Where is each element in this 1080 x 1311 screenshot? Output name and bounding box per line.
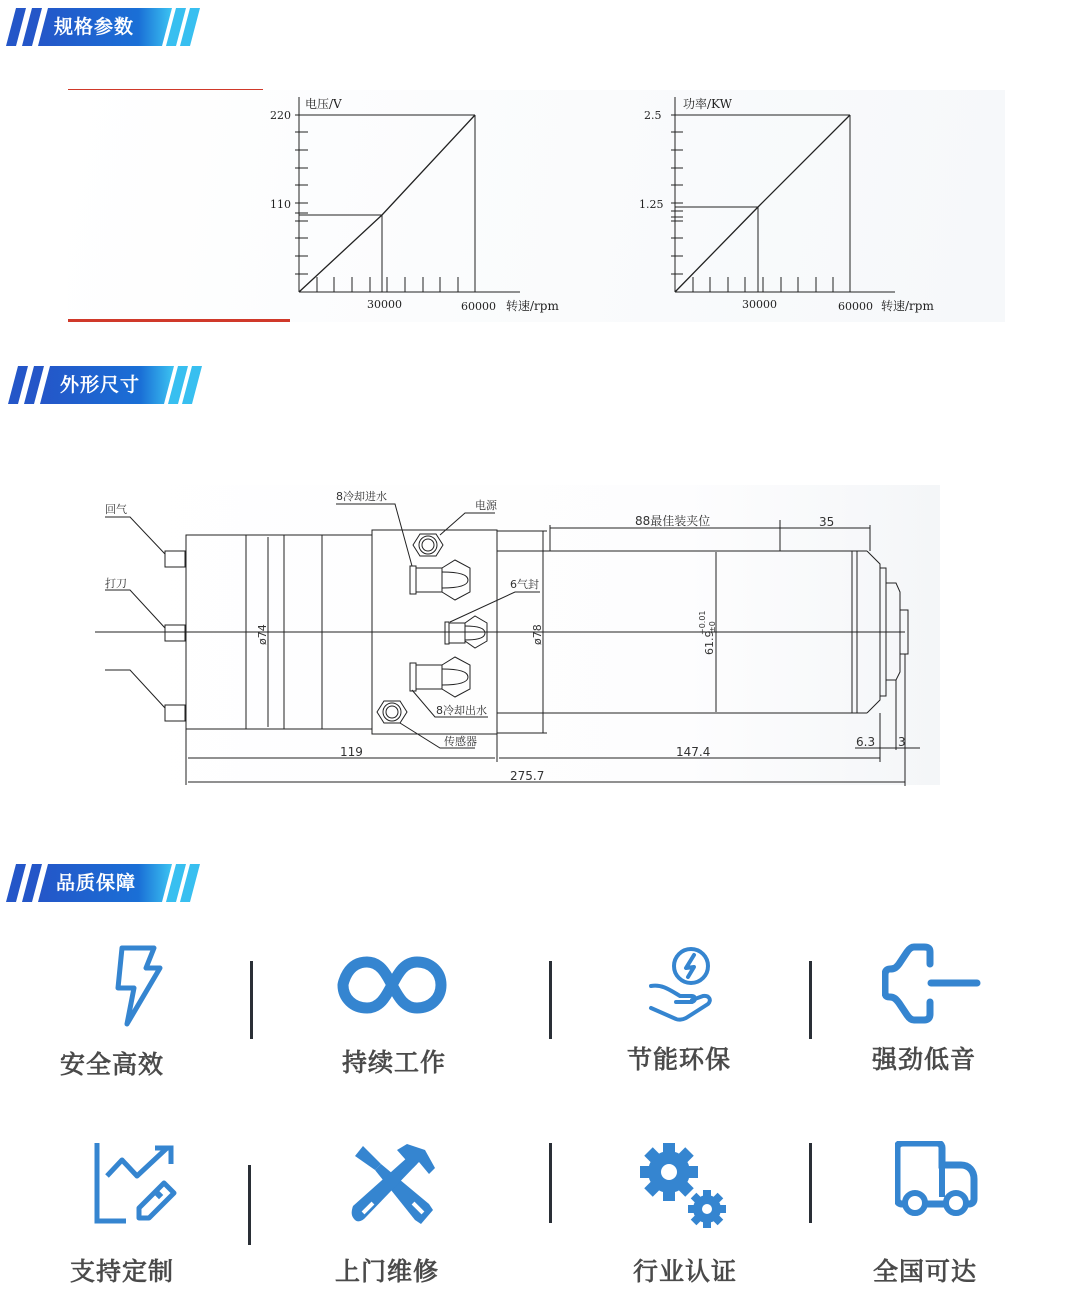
chart-edit-icon — [92, 1140, 182, 1230]
svg-text:6气封: 6气封 — [510, 578, 539, 591]
feature-label: 安全高效 — [60, 1050, 165, 1079]
feature-label: 全国可达 — [873, 1257, 978, 1286]
svg-text:±0: ±0 — [708, 621, 717, 633]
svg-text:传感器: 传感器 — [444, 735, 477, 748]
svg-text:147.4: 147.4 — [676, 745, 711, 759]
feature-label: 行业认证 — [633, 1257, 738, 1286]
lightning-icon — [103, 940, 173, 1030]
svg-text:110: 110 — [270, 198, 291, 211]
svg-text:6.3: 6.3 — [856, 735, 876, 749]
svg-text:88最佳装夹位: 88最佳装夹位 — [635, 514, 711, 528]
section-title-specs: 规格参数 — [54, 16, 135, 38]
section-banner-dimensions — [0, 364, 210, 406]
svg-text:8冷却出水: 8冷却出水 — [436, 704, 487, 717]
feature-divider — [248, 1165, 251, 1245]
feature-divider — [549, 1143, 552, 1223]
svg-text:电压/V: 电压/V — [305, 97, 342, 111]
svg-text:119: 119 — [340, 745, 363, 759]
section-banner-specs — [0, 6, 210, 48]
truck-icon — [895, 1141, 980, 1221]
svg-text:35: 35 — [819, 515, 835, 529]
svg-text:转速/rpm: 转速/rpm — [506, 299, 559, 313]
svg-text:1.25: 1.25 — [639, 198, 664, 211]
tools-icon — [351, 1142, 441, 1232]
svg-text:275.7: 275.7 — [510, 769, 545, 783]
feature-label: 持续工作 — [342, 1048, 447, 1077]
energy-hand-icon — [648, 942, 728, 1032]
svg-text:功率/KW: 功率/KW — [683, 97, 732, 111]
svg-text:ø74: ø74 — [256, 624, 269, 645]
red-rule-bottom — [68, 319, 290, 322]
feature-label: 上门维修 — [335, 1257, 440, 1286]
svg-text:60000: 60000 — [838, 300, 873, 313]
feature-divider — [809, 1143, 812, 1223]
red-rule-top — [68, 89, 263, 90]
section-title-quality: 品质保障 — [56, 872, 137, 894]
infinity-icon — [337, 950, 447, 1020]
gears-icon — [638, 1141, 733, 1231]
svg-text:220: 220 — [270, 109, 291, 122]
svg-text:61.9: 61.9 — [703, 630, 716, 655]
svg-text:ø78: ø78 — [531, 624, 544, 645]
feature-label: 强劲低音 — [872, 1045, 977, 1074]
svg-text:3: 3 — [898, 735, 906, 749]
feature-label: 节能环保 — [627, 1045, 732, 1074]
svg-text:+0.01: +0.01 — [698, 610, 707, 635]
svg-text:2.5: 2.5 — [644, 109, 662, 122]
voltage-chart — [260, 85, 560, 325]
svg-text:8冷却进水: 8冷却进水 — [336, 490, 387, 503]
feature-divider — [809, 961, 812, 1039]
feature-divider — [549, 961, 552, 1039]
svg-text:回气: 回气 — [105, 503, 127, 516]
svg-text:30000: 30000 — [367, 298, 402, 311]
section-title-dimensions: 外形尺寸 — [60, 374, 141, 396]
feature-divider — [250, 961, 253, 1039]
svg-text:30000: 30000 — [742, 298, 777, 311]
feature-label: 支持定制 — [70, 1257, 175, 1286]
spindle-dimension-drawing — [0, 480, 1080, 800]
plug-icon — [882, 942, 982, 1027]
svg-text:打刀: 打刀 — [105, 577, 127, 590]
svg-text:电源: 电源 — [475, 499, 497, 512]
section-banner-quality — [0, 862, 210, 904]
svg-text:转速/rpm: 转速/rpm — [881, 299, 934, 313]
svg-text:60000: 60000 — [461, 300, 496, 313]
power-chart — [630, 85, 1010, 325]
